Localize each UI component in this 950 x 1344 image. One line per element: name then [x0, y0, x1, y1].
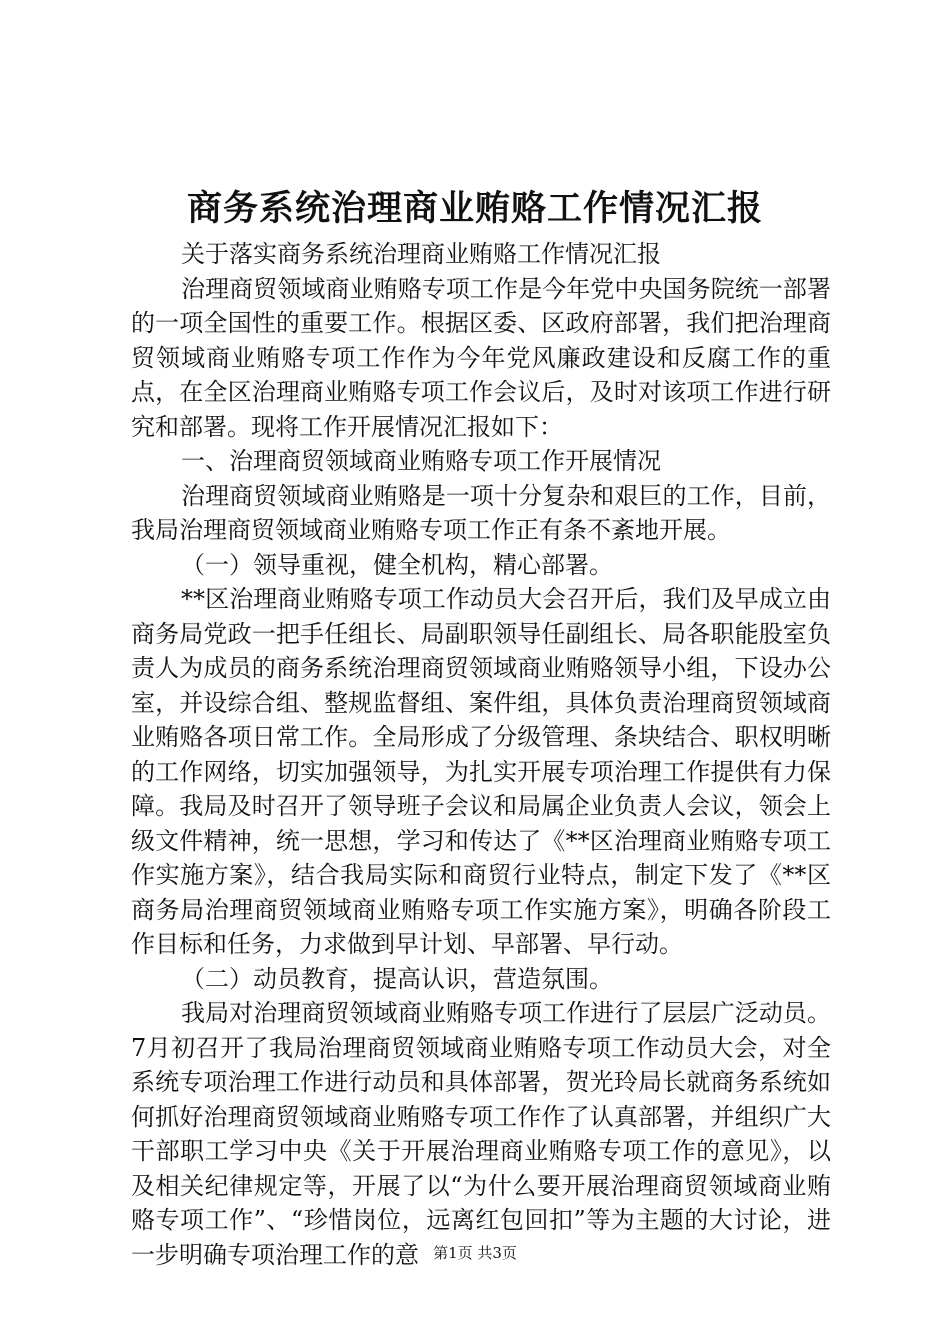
subsection-heading-1: （一）领导重视，健全机构，精心部署。: [181, 550, 613, 579]
body-paragraph: **区治理商业贿赂专项工作动员大会召开后，我们及早成立由商务局党政一把手任组长、局副职领导任副组长、局各职能股室负责人为成员的商务系统治理商贸领域商业贿赂领导小组，下设办公室，并设综合组、整规监督组、案件组，具体负责治理商贸领域商业贿赂各项日常工作。全局形成了分级管理、条块结合、职权明晰的工作网络，切实加强领导，为扎实开展专项治理工作提供有力保障。我局及时召开了领导班子会议和局属企业负责人会议，领会上级文件精神，统一思想，学习和传达了《**区治理商业贿赂专项工作实施方案》，结合我局实际和商贸行业特点，制定下发了《**区商务局治理商贸领域商业贿赂专项工作实施方案》，明确各阶段工作目标和任务，力求做到早计划、早部署、早行动。: [131, 585, 831, 958]
body-paragraph: 我局对治理商贸领域商业贿赂专项工作进行了层层广泛动员。7月初召开了我局治理商贸领域商业贿赂专项工作动员大会，对全系统专项治理工作进行动员和具体部署，贺光玲局长就商务系统如何抓好治理商贸领域商业贿赂专项工作作了认真部署，并组织广大干部职工学习中央《关于开展治理商业贿赂专项工作的意见》，以及相关纪律规定等，开展了以“为什么要开展治理商贸领域商业贿赂专项工作”、“珍惜岗位，远离红包回扣”等为主题的大讨论，进一步明确专项治理工作的意: [131, 999, 831, 1269]
document-title: 商务系统治理商业贿赂工作情况汇报: [186, 188, 763, 229]
subtitle-paragraph: 关于落实商务系统治理商业贿赂工作情况汇报: [181, 240, 661, 268]
page-number-footer: 第1页 共3页: [433, 1244, 517, 1262]
subsection-heading-2: （二）动员教育，提高认识，营造氛围。: [181, 964, 613, 993]
document-body: [131, 237, 831, 1272]
intro-paragraph: 治理商贸领域商业贿赂专项工作是今年党中央国务院统一部署的一项全国性的重要工作。根据区委、区政府部署，我们把治理商贸领域商业贿赂专项工作作为今年党风廉政建设和反腐工作的重点，在全区治理商业贿赂专项工作会议后，及时对该项工作进行研究和部署。现将工作开展情况汇报如下：: [131, 274, 831, 441]
body-paragraph: 治理商贸领域商业贿赂是一项十分复杂和艰巨的工作，目前，我局治理商贸领域商业贿赂专项工作正有条不紊地开展。: [131, 481, 831, 544]
section-heading-1: 一、治理商贸领域商业贿赂专项工作开展情况: [181, 447, 661, 475]
